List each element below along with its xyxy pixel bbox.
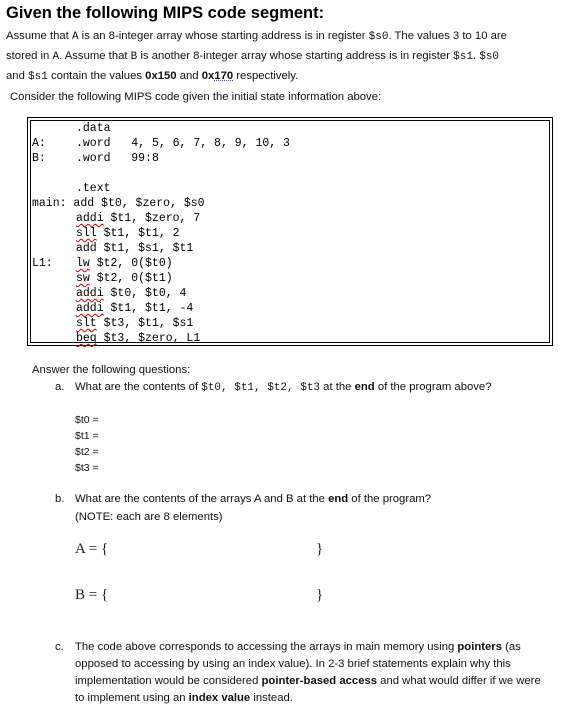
code-line-3: sll $t1, $t1, 2 (76, 227, 180, 240)
code-line-8: addi $t1, $t1, -4 (76, 302, 194, 315)
question-a: a. What are the contents of $t0, $t1, $t2, $t3 at the end of the program above? (55, 381, 492, 394)
code-line-text: .text (76, 182, 111, 195)
code-line-4: add $t1, $s1, $t1 (76, 242, 194, 255)
intro-line-1: Assume that A is an 8-integer array whose starting address is in register $s0. The values 3 to 10 are (6, 30, 507, 43)
code-line-10: beq $t3, $zero, L1 (76, 332, 201, 345)
code-line-9: slt $t3, $t1, $s1 (76, 317, 194, 330)
question-b: b. What are the contents of the arrays A and B at the end of the program? (55, 493, 432, 505)
array-a-close-brace: } (316, 541, 324, 557)
array-b-answer: B = { (75, 587, 109, 603)
register-t2: $t2 = (75, 446, 99, 458)
intro-line-2: stored in A. Assume that B is another 8-integer array whose starting address is in register $s1. $s0 (6, 50, 500, 63)
register-answers (75, 412, 99, 476)
code-line-6: sw $t2, 0($t1) (76, 272, 173, 285)
code-line-b: B: .word 99:8 (32, 152, 159, 165)
page-title: Given the following MIPS code segment: (6, 4, 325, 22)
intro-line-3: and $s1 contain the values 0x150 and 0x170 respectively. (6, 70, 299, 83)
code-line-main: main: add $t0, $zero, $s0 (32, 197, 205, 210)
array-b-close-brace: } (316, 587, 324, 603)
array-a-answer: A = { (75, 541, 109, 557)
code-line-5: L1: lw $t2, 0($t0) (32, 257, 173, 270)
consider-text: Consider the following MIPS code given the initial state information above: (10, 91, 382, 103)
code-line-a: A: .word 4, 5, 6, 7, 8, 9, 10, 3 (32, 137, 290, 150)
answer-heading: Answer the following questions: (32, 364, 191, 376)
code-line-2: addi $t1, $zero, 7 (76, 212, 201, 225)
register-t0: $t0 = (75, 414, 99, 426)
code-box (27, 117, 553, 346)
code-line-7: addi $t0, $t0, 4 (76, 287, 187, 300)
code-line-data: .data (76, 122, 111, 135)
question-c: c. The code above corresponds to accessing the arrays in main memory using pointers (as opposed to accessing by using an index value). In 2-3 brief statements explain why this implementation would be considered pointer-based access and what would differ if we were to implement using an index value instead. (55, 641, 541, 704)
question-b-note: (NOTE: each are 8 elements) (75, 511, 223, 523)
intro-paragraph (6, 27, 556, 87)
register-t1: $t1 = (75, 430, 99, 442)
register-t3: $t3 = (75, 462, 99, 474)
